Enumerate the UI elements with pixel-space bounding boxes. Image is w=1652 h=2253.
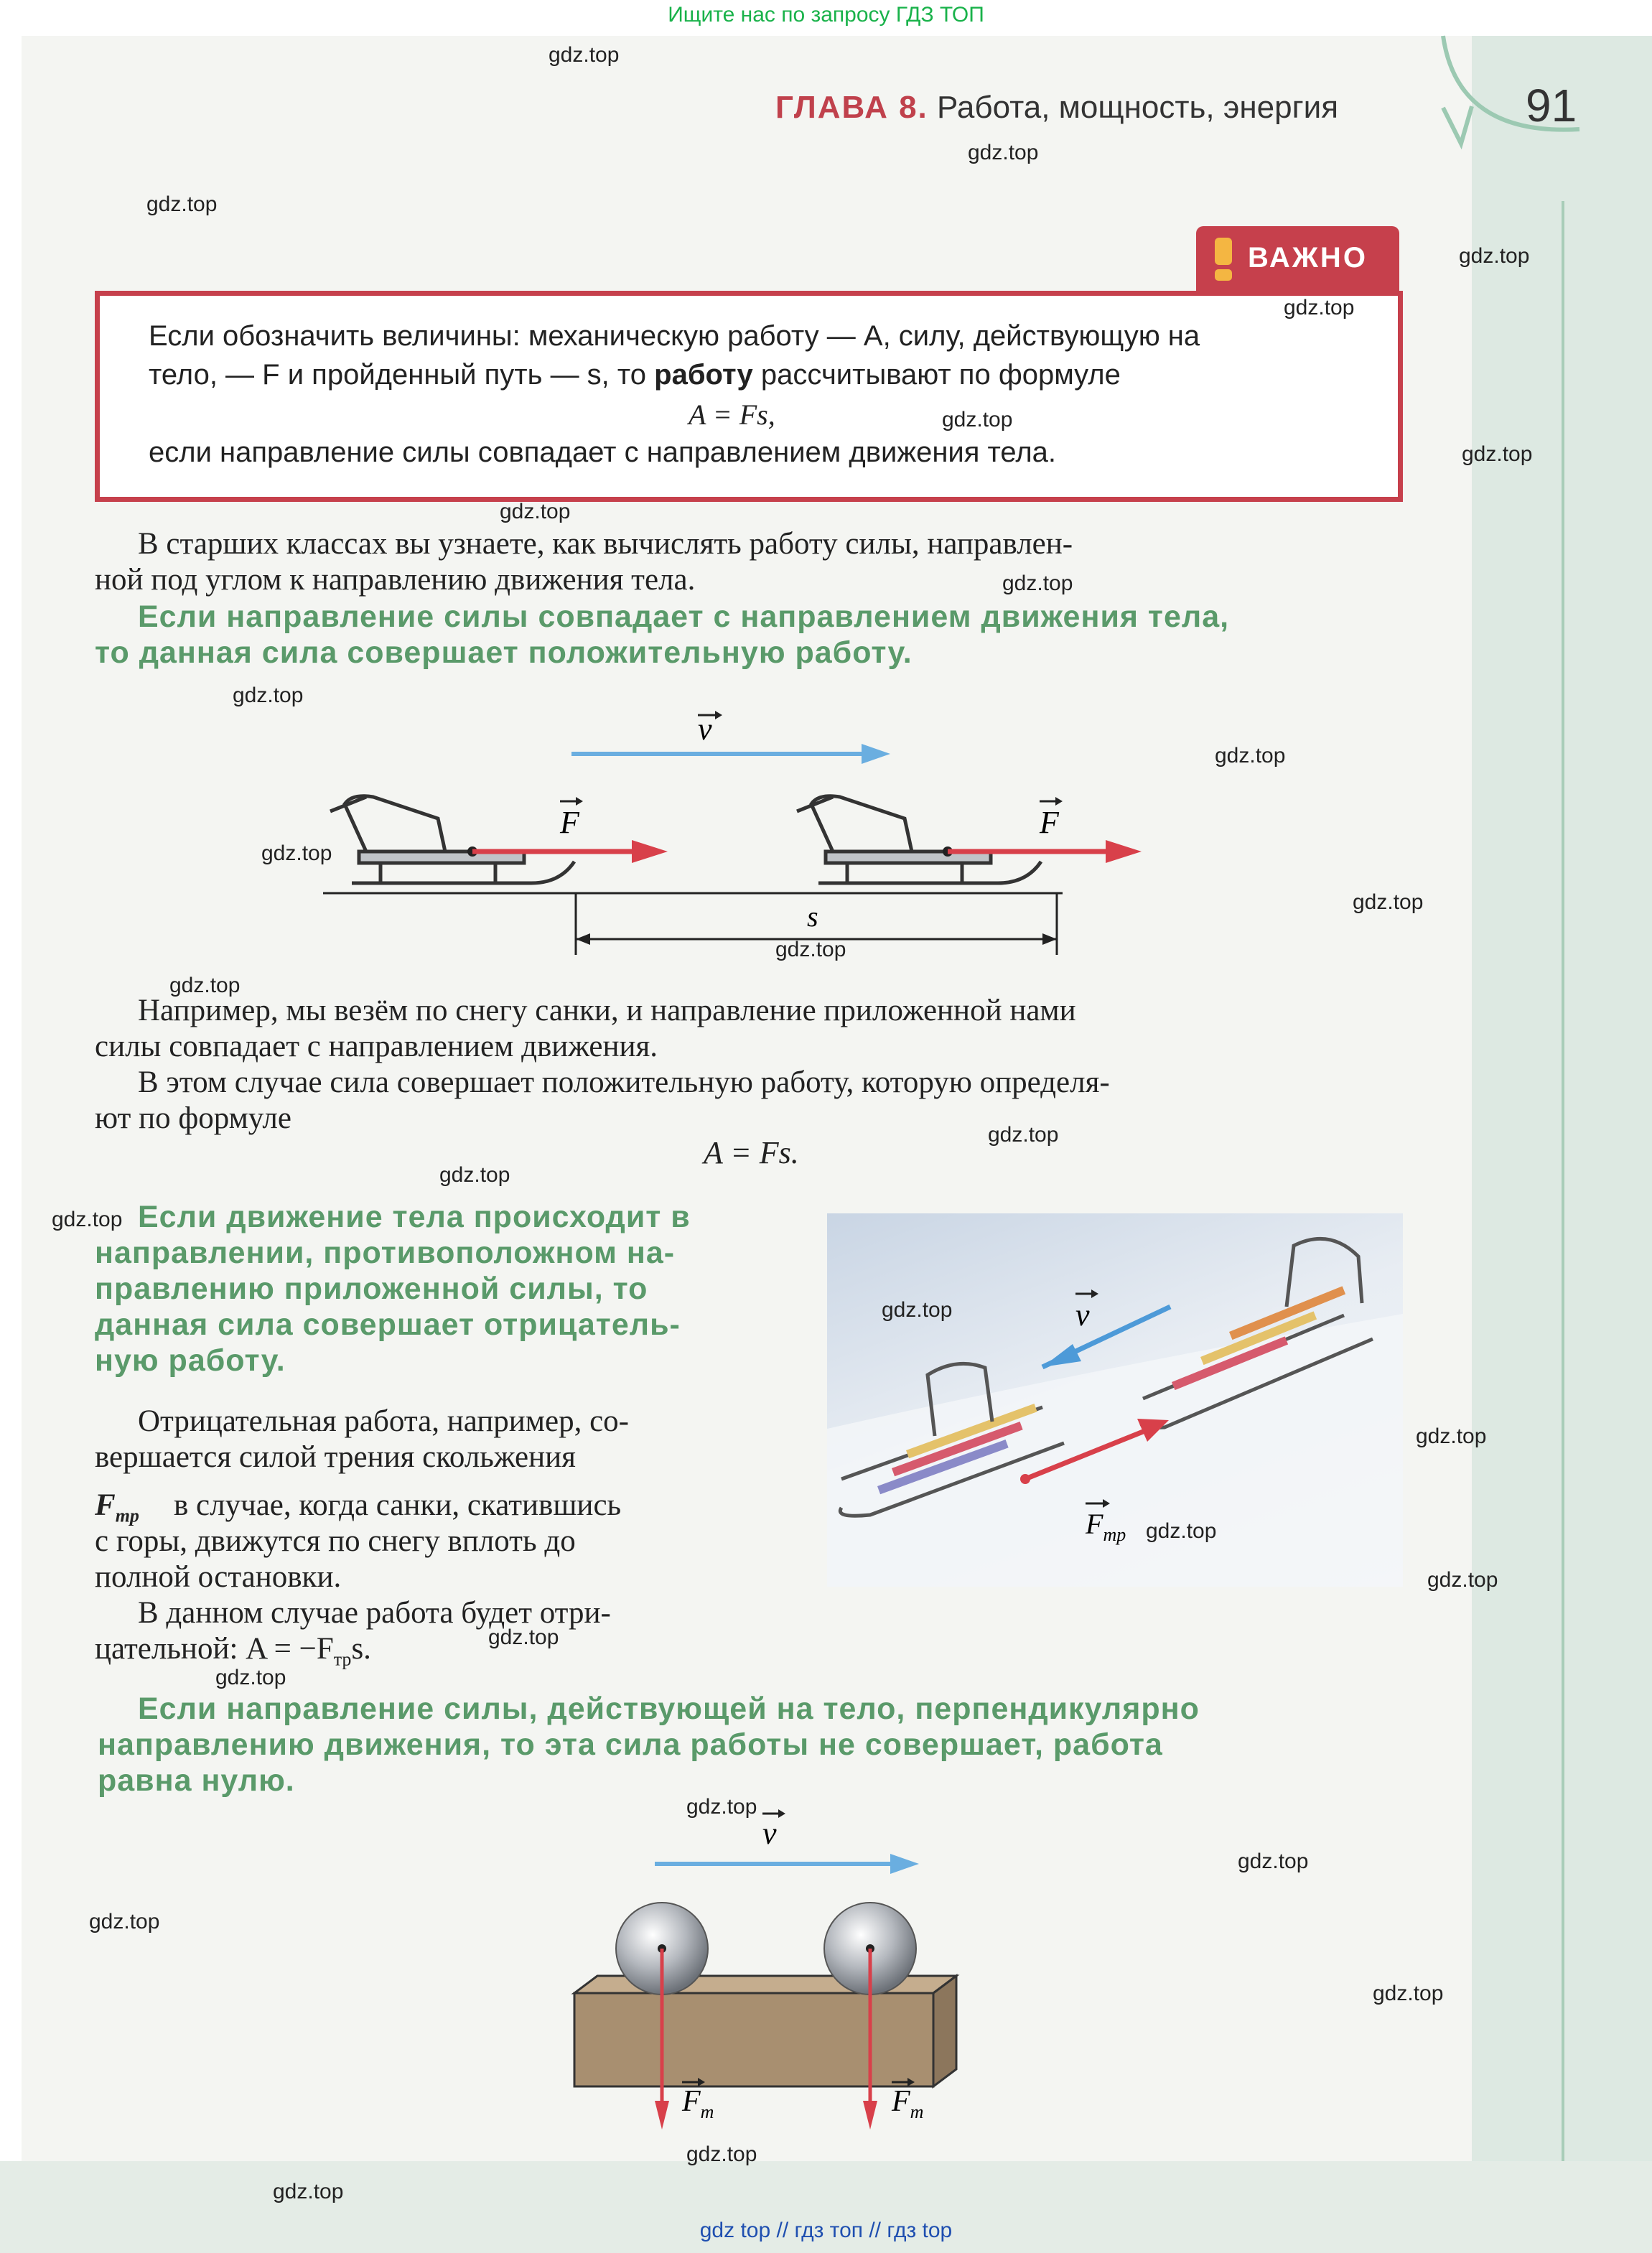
rule-zero-line-2: направлению движения, то эта сила работы не совершает, работа — [98, 1727, 1163, 1762]
watermark: gdz.top — [1459, 244, 1530, 268]
watermark: gdz.top — [488, 1625, 559, 1649]
rule-negative-line-4: данная сила совершает отрицатель- — [95, 1307, 681, 1342]
important-line-2-b: рассчитывают по формуле — [752, 359, 1121, 391]
watermark: gdz.top — [775, 938, 846, 961]
velocity-label-3: v — [762, 1816, 777, 1851]
watermark: gdz.top — [439, 1163, 510, 1187]
wooden-bar — [574, 1976, 956, 2086]
watermark: gdz.top — [686, 2142, 757, 2166]
page-number: 91 — [1526, 80, 1577, 131]
chapter-title: Работа, мощность, энергия — [937, 90, 1339, 125]
watermark: gdz.top — [89, 1910, 160, 1934]
watermark: gdz.top — [1373, 1982, 1444, 2005]
chapter-label: ГЛАВА 8. — [775, 90, 928, 125]
exclamation-icon — [1210, 236, 1236, 282]
important-line-1: Если обозначить величины: механическую работу — A, силу, действующую на — [149, 320, 1200, 352]
rule-positive-line-2: то данная сила совершает положительную работу. — [95, 635, 913, 670]
watermark: gdz.top — [988, 1123, 1059, 1147]
page-header — [775, 90, 1338, 126]
sledge-2 — [797, 796, 1041, 883]
important-line-4: если направление силы совпадает с направлением движения тела. — [149, 437, 1057, 468]
watermark: gdz.top — [146, 192, 218, 216]
watermark: gdz.top — [500, 500, 571, 523]
watermark: gdz.top — [273, 2180, 344, 2203]
friction-symbol: $F_{тр}$ — [95, 1488, 139, 1526]
top-banner[interactable]: Ищите нас по запросу ГДЗ ТОП — [668, 3, 984, 27]
watermark: gdz.top — [1427, 1568, 1498, 1592]
important-label: ВАЖНО — [1248, 242, 1368, 274]
sledge-1 — [330, 796, 574, 883]
example-line-1: Например, мы везём по снегу санки, и направление приложенной нами — [138, 994, 1076, 1027]
bottom-links[interactable]: gdz top // гдз топ // гдз top — [699, 2219, 953, 2242]
rule-negative-line-5: ную работу. — [95, 1343, 286, 1378]
watermark: gdz.top — [882, 1298, 953, 1322]
negative-text-line-5: полной остановки. — [95, 1560, 342, 1594]
rule-negative-line-3: правлению приложенной силы, то — [95, 1272, 648, 1306]
watermark: gdz.top — [1353, 890, 1424, 914]
important-tab — [1196, 226, 1399, 292]
figure-balls-gravity — [560, 1809, 1005, 2147]
rule-negative-line-2: направлении, противоположном на- — [95, 1236, 676, 1270]
example-line-3: В этом случае сила совершает положительную работу, которую определя- — [138, 1065, 1110, 1099]
important-box — [95, 291, 1403, 502]
example-line-4: ют по формуле — [95, 1101, 291, 1135]
negative-text-line-4: с горы, движутся по снегу вплоть до — [95, 1524, 576, 1558]
watermark: gdz.top — [1416, 1424, 1487, 1448]
velocity-label-2: v — [1075, 1297, 1090, 1333]
important-line-2-a: тело, — F и пройденный путь — s, то — [149, 359, 655, 391]
watermark: gdz.top — [215, 1666, 286, 1689]
force-label-1: F — [560, 805, 579, 840]
figure-sledges-positive — [316, 711, 1221, 969]
watermark: gdz.top — [968, 141, 1039, 164]
rule-zero-line-1: Если направление силы, действующей на тело, перпендикулярно — [138, 1692, 1200, 1726]
negative-formula-b: s. — [351, 1632, 371, 1666]
rule-zero-line-3: равна нулю. — [98, 1763, 295, 1798]
watermark: gdz.top — [942, 408, 1013, 432]
margin-band — [1472, 36, 1652, 2253]
negative-text-line-2: вершается силой трения скольжения — [95, 1440, 576, 1474]
watermark: gdz.top — [1462, 442, 1533, 466]
watermark: gdz.top — [1238, 1849, 1309, 1873]
watermark: gdz.top — [1002, 572, 1073, 595]
force-label-2: F — [1040, 805, 1059, 840]
negative-text-line-1: Отрицательная работа, например, со- — [138, 1404, 629, 1438]
watermark: gdz.top — [549, 43, 620, 67]
intro-line-2: ной под углом к направлению движения тела. — [95, 563, 696, 597]
negative-text-line-6: В данном случае работа будет отри- — [138, 1596, 611, 1630]
friction-label: $F_{тр}$ — [1086, 1508, 1126, 1545]
rule-negative-line-1: Если движение тела происходит в — [138, 1200, 691, 1234]
important-term-work: работу — [654, 359, 753, 391]
gravity-label-1: $F_т$ — [682, 2085, 714, 2122]
velocity-label: v — [698, 712, 712, 747]
distance-label: s — [807, 900, 818, 933]
watermark: gdz.top — [233, 684, 304, 707]
watermark: gdz.top — [686, 1795, 757, 1819]
intro-line-1: В старших классах вы узнаете, как вычислять работу силы, направлен- — [138, 527, 1073, 561]
example-formula: A = Fs. — [704, 1135, 799, 1170]
important-formula: A = Fs, — [689, 398, 775, 431]
watermark: gdz.top — [261, 841, 332, 865]
watermark: gdz.top — [1215, 744, 1286, 768]
watermark: gdz.top — [52, 1208, 123, 1231]
watermark: gdz.top — [1146, 1519, 1217, 1543]
rule-positive-line-1: Если направление силы совпадает с направлением движения тела, — [138, 600, 1230, 634]
watermark: gdz.top — [169, 974, 241, 997]
gravity-label-2: $F_т$ — [892, 2085, 924, 2122]
negative-text-line-3-text: в случае, когда санки, скатившись — [174, 1488, 622, 1522]
negative-formula-sub: тр — [333, 1648, 352, 1670]
important-line-2 — [149, 359, 1121, 391]
watermark: gdz.top — [1284, 296, 1355, 319]
figure-sledges-slope — [827, 1213, 1403, 1587]
example-line-2: силы совпадает с направлением движения. — [95, 1030, 658, 1063]
negative-formula-a: цательной: A = −F — [95, 1632, 334, 1666]
